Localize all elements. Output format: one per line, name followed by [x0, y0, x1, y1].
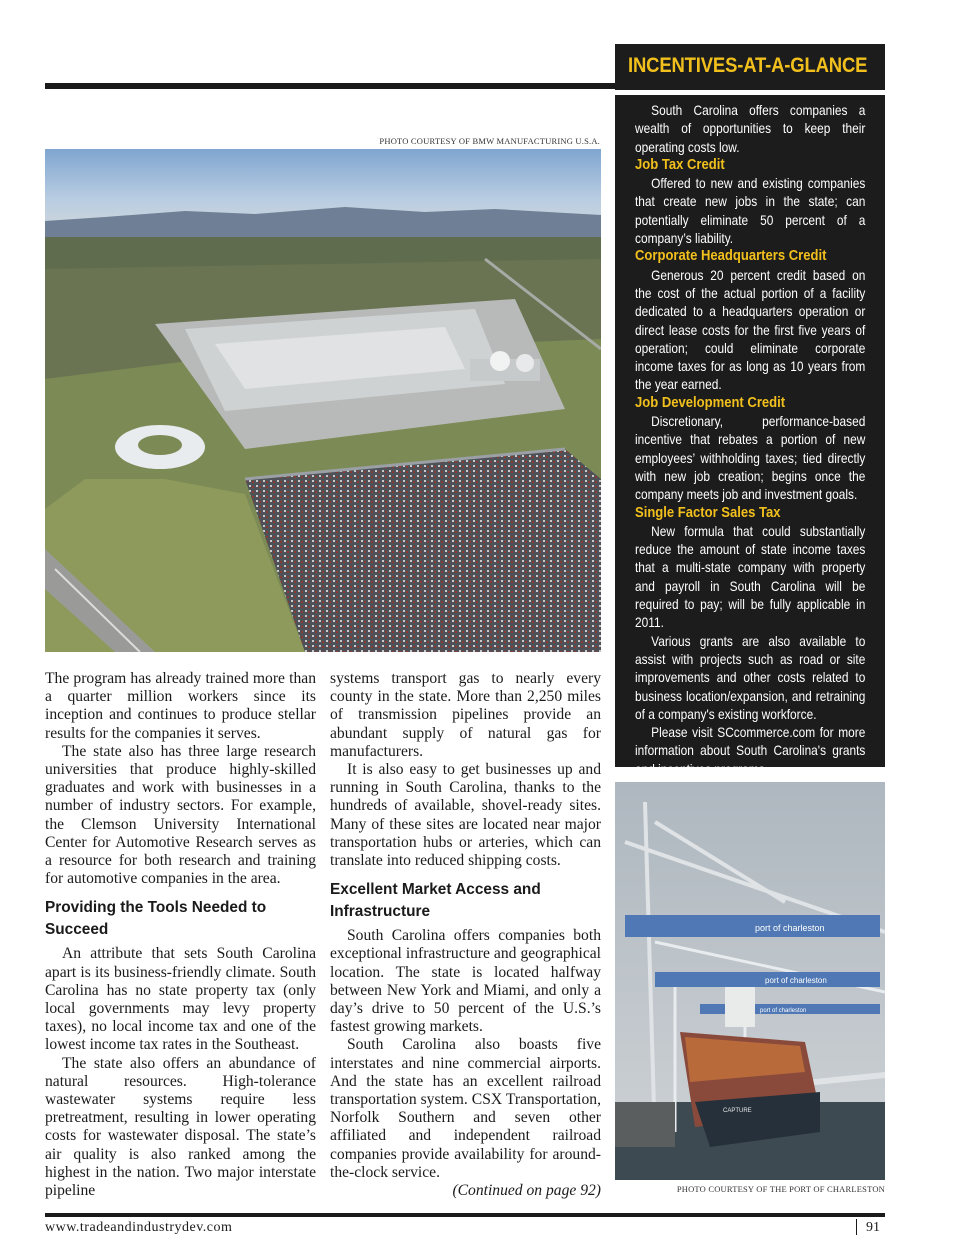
port-photo-credit: PHOTO COURTESY OF THE PORT OF CHARLESTON	[676, 1184, 885, 1194]
col2-paragraph-4	[330, 1036, 601, 1200]
col1-paragraph-1: The program has already trained more than a quarter million workers since its inception and continues to produce stellar results for the companies it serves.	[45, 670, 316, 742]
article-column-2	[330, 670, 601, 1200]
incentives-sidebar	[615, 95, 885, 777]
sidebar-grants: Various grants are also available to assist with projects such as road or site improvements and other costs related to business location/expansion, and retraining of a company's existing workforce.	[635, 632, 866, 722]
footer-separator	[856, 1219, 857, 1235]
sidebar-title: INCENTIVES-AT-A-GLANCE	[628, 53, 868, 77]
sidebar-heading-job-tax-credit: Job Tax Credit	[635, 156, 725, 173]
bmw-plant-aerial-photo	[45, 149, 601, 652]
col2-paragraph-4-text: South Carolina also boasts five interstates and nine commercial airports. And the state has an excellent railroad transportation system. CSX Transportation, Norfolk Southern and seven other affiliated and independent railroad companies provide availability for around-the-clock service.	[330, 1036, 601, 1181]
col1-paragraph-2: The state also has three large research universities that produce highly-skilled graduates and work with businesses in a number of industry sectors. For example, the Clemson University International Center for Automotive Research serves as a resource for both research and training for automotive companies in the area.	[45, 742, 316, 888]
col2-paragraph-3: South Carolina offers companies both exceptional infrastructure and geographical location. The state is located halfway between New York and Miami, and only a day’s drive to 50 percent of the U.S.’s fastest growing markets.	[330, 927, 601, 1036]
col2-paragraph-2: It is also easy to get businesses up and running in South Carolina, thanks to the hundreds of available, shovel-ready sites. Many of these sites are located near major transportation hubs or arteries, which can translate into reduced shipping costs.	[330, 761, 601, 870]
crane-sign-1: port of charleston	[755, 923, 825, 933]
sidebar-heading-job-development: Job Development Credit	[635, 394, 786, 411]
col1-paragraph-4: The state also offers an abundance of natural resources. High-tolerance wastewater systems require less pretreatment, resulting in lower operating costs for wastewater disposal. The state’s air quality is also ranked among the highest in the nation. Two major interstate pipeline	[45, 1054, 316, 1200]
footer-url: www.tradeandindustrydev.com	[45, 1220, 233, 1235]
top-rule	[45, 83, 615, 89]
bmw-photo-credit: PHOTO COURTESY OF BMW MANUFACTURING U.S.A.	[379, 136, 600, 146]
sidebar-text-job-development: Discretionary, performance-based incentive that rebates a portion of new employees’ withholding taxes; tied directly with new job creation; begins once the company meets job and investment goals.	[635, 413, 866, 503]
col2-heading: Excellent Market Access and Infrastructure	[330, 881, 541, 920]
sidebar-heading-hq-credit: Corporate Headquarters Credit	[635, 248, 827, 265]
col1-heading: Providing the Tools Needed to Succeed	[45, 899, 267, 938]
bottom-rule	[45, 1213, 885, 1217]
col2-paragraph-1: systems transport gas to nearly every county in the state. More than 2,250 miles of transmission pipelines provide an abundant supply of natural gas for manufacturers.	[330, 670, 601, 760]
sidebar-title-bar	[615, 44, 885, 90]
crane-sign-3: port of charleston	[760, 1008, 807, 1014]
ship-name: CAPTURE	[723, 1108, 752, 1114]
sidebar-heading-sales-tax: Single Factor Sales Tax	[635, 504, 781, 521]
col1-paragraph-3: An attribute that sets South Carolina apart is its business-friendly climate. South Carolina has no state property tax (only local governments may levy property taxes), no local income tax and one of the lowest income tax rates in the Southeast.	[45, 945, 316, 1054]
sidebar-text-job-tax-credit: Offered to new and existing companies that create new jobs in the state; can potentially eliminate 50 percent of a company’s liability.	[635, 175, 866, 247]
sidebar-text-sales-tax: New formula that could substantially reduce the amount of state income taxes that a multi-state company with property and payroll in South Carolina will be required to pay; will be fully applicable in 2011.	[635, 522, 866, 631]
continued-note: (Continued on page 92)	[452, 1182, 601, 1200]
sidebar-intro: South Carolina offers companies a wealth of opportunities to keep their operating costs low.	[635, 102, 866, 155]
port-charleston-photo	[615, 782, 885, 1180]
page-number: 91	[866, 1220, 880, 1235]
sidebar-text-hq-credit: Generous 20 percent credit based on the cost of the actual portion of a facility dedicated to a headquarters operation or direct lease costs for the first five years of operation; could eliminate corporate income taxes for as long as 10 years from the year earned.	[635, 266, 866, 393]
sidebar-visit: Please visit SCcommerce.com for more information about South Carolina's grants and incentives programs.	[635, 724, 866, 777]
article-column-1	[45, 670, 316, 1200]
crane-sign-2: port of charleston	[765, 976, 827, 985]
